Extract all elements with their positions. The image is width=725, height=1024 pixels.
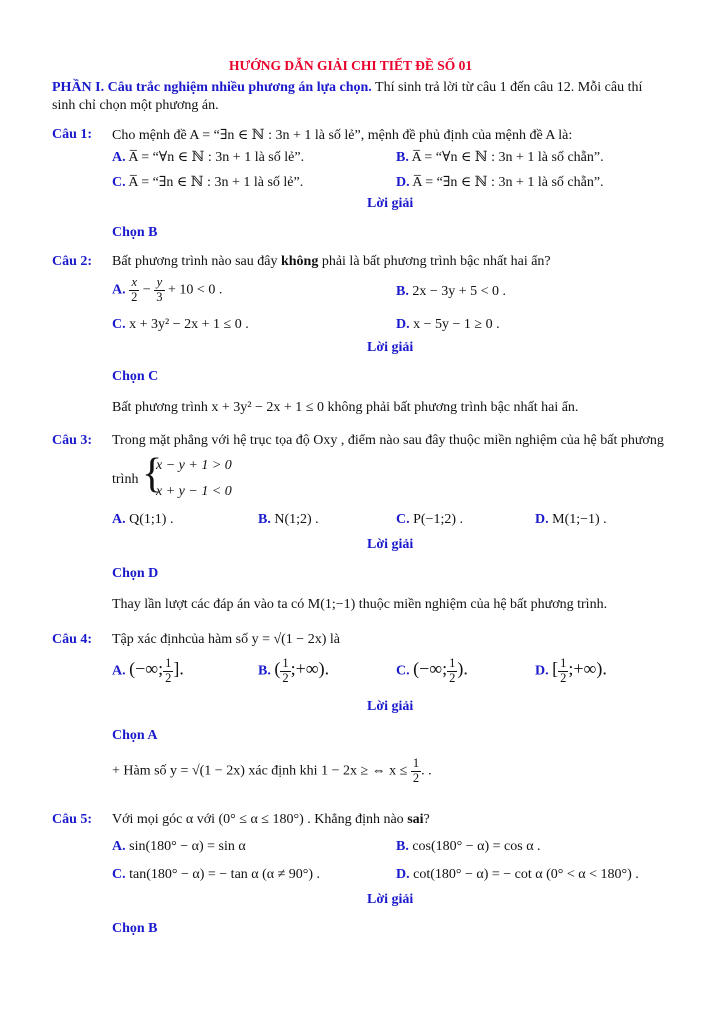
interval-open: (−∞; [413, 658, 448, 679]
option-c [396, 657, 468, 686]
solution-heading: Lời giải [367, 340, 414, 355]
option-text: A̅ = “∀n ∈ ℕ : 3n + 1 là số lẻ”. [128, 150, 305, 165]
option-label: D. [396, 317, 410, 332]
question-stem: Tập xác địnhcủa hàm số y = √(1 − 2x) là [112, 632, 340, 647]
stem-text: Bất phương trình nào sau đây [112, 254, 281, 269]
fraction [411, 757, 421, 786]
option-label: C. [112, 867, 126, 882]
minus: − [142, 282, 151, 298]
option-d [396, 174, 604, 191]
fraction [154, 276, 164, 305]
interval-close: ;+∞). [568, 658, 607, 679]
option-label: C. [112, 175, 126, 190]
stem-emphasis: không [280, 254, 319, 269]
option-b [258, 657, 329, 686]
solution-explanation [112, 757, 432, 786]
option-text: x − 5y − 1 ≥ 0 . [413, 317, 500, 332]
numerator: y [154, 276, 164, 291]
numerator: x [129, 276, 139, 291]
option-label: D. [535, 512, 549, 527]
document-title: HƯỚNG DẪN GIẢI CHI TIẾT ĐỀ SỐ 01 [229, 58, 473, 73]
option-label: B. [258, 663, 271, 679]
system-brace: { [142, 451, 163, 497]
question-number: Câu 4: [52, 632, 93, 647]
option-text: cos(180° − α) = cos α . [412, 839, 541, 854]
option-c [396, 512, 463, 528]
fraction [280, 657, 290, 686]
option-a [112, 512, 173, 528]
solution-heading: Lời giải [367, 196, 414, 211]
stem-emphasis: sai [407, 812, 424, 827]
denominator: 2 [131, 289, 138, 304]
option-label: C. [396, 512, 410, 527]
option-label: A. [112, 663, 126, 679]
numerator: 1 [282, 656, 289, 670]
option-text: cot(180° − α) = − cot α (0° < α < 180°) . [413, 867, 639, 882]
answer-choice: Chọn A [112, 728, 158, 743]
denominator: 2 [282, 670, 289, 685]
option-c [112, 174, 303, 191]
question-stem [112, 812, 430, 828]
option-b [396, 839, 541, 855]
fraction [129, 276, 139, 305]
option-text: N(1;2) . [274, 512, 319, 527]
solution-explanation: Thay lần lượt các đáp án vào ta có M(1;−1) thuộc miền nghiệm của hệ bất phương trình. [112, 597, 608, 612]
option-c [112, 317, 249, 333]
option-c [112, 867, 320, 883]
fraction [447, 657, 457, 686]
question-stem-cont: trình [112, 472, 139, 487]
option-label: B. [396, 284, 409, 299]
option-text: M(1;−1) . [552, 512, 607, 527]
question-number: Câu 2: [52, 254, 93, 269]
stem-text: ? [423, 812, 430, 827]
option-a [112, 657, 184, 686]
option-b [396, 284, 506, 300]
fraction [558, 657, 568, 686]
numerator: 1 [449, 656, 456, 670]
explain-text: + Hàm số y = √(1 − 2x) xác định khi 1 − 2x ≥ ⇔ x ≤ [112, 763, 408, 779]
option-text: A̅ = “∃n ∈ ℕ : 3n + 1 là số lẻ”. [128, 175, 304, 190]
option-text: + 10 < 0 . [168, 282, 223, 298]
question-stem: Cho mệnh đề A = “∃n ∈ ℕ : 3n + 1 là số lẻ”, mệnh đề phủ định của mệnh đề A là: [112, 128, 573, 143]
part-instructions-cont: sinh chỉ chọn một phương án. [52, 98, 219, 113]
solution-heading: Lời giải [367, 892, 414, 907]
option-text: 2x − 3y + 5 < 0 . [412, 284, 507, 299]
fraction [163, 657, 173, 686]
denominator: 3 [156, 289, 163, 304]
option-b [258, 512, 319, 528]
option-label: B. [396, 150, 409, 165]
option-label: A. [112, 839, 126, 854]
option-a [112, 276, 222, 305]
numerator: 1 [412, 756, 420, 770]
option-text: Q(1;1) . [129, 512, 174, 527]
denominator: 2 [560, 670, 567, 685]
denominator: 2 [449, 670, 456, 685]
option-text: P(−1;2) . [413, 512, 464, 527]
option-label: A. [112, 512, 126, 527]
option-text: A̅ = “∀n ∈ ℕ : 3n + 1 là số chẵn”. [411, 150, 604, 165]
solution-heading: Lời giải [367, 699, 414, 714]
numerator: 1 [560, 656, 567, 670]
option-a [112, 839, 246, 855]
question-stem: Trong mặt phẳng với hệ trục tọa độ Oxy , điểm nào sau đây thuộc miền nghiệm của hệ bất phương [112, 433, 664, 448]
option-label: B. [258, 512, 271, 527]
part-instructions: Thí sinh trả lời từ câu 1 đến câu 12. Mỗi câu thí [371, 80, 643, 95]
option-b [396, 149, 604, 166]
option-d [535, 657, 607, 686]
denominator: 2 [412, 770, 420, 785]
option-label: B. [396, 839, 409, 854]
system-line-1: x − y + 1 > 0 [156, 458, 232, 473]
solution-heading: Lời giải [367, 537, 414, 552]
option-text: x + 3y² − 2x + 1 ≤ 0 . [129, 317, 249, 332]
question-stem [112, 254, 551, 270]
option-label: D. [396, 175, 410, 190]
explain-text: . . [421, 763, 432, 779]
option-label: D. [396, 867, 410, 882]
answer-choice: Chọn D [112, 566, 159, 581]
interval-close: ;+∞). [290, 658, 330, 679]
answer-choice: Chọn B [112, 225, 158, 240]
numerator: 1 [165, 656, 172, 670]
part-label: PHẦN I. Câu trắc nghiệm nhiều phương án lựa chọn. [52, 80, 372, 95]
option-d [535, 512, 607, 528]
answer-choice: Chọn C [112, 369, 159, 384]
stem-text: phải là bất phương trình bậc nhất hai ẩn? [318, 254, 551, 269]
option-label: A. [112, 282, 126, 298]
stem-text: Với mọi góc α với (0° ≤ α ≤ 180°) . Khẳng định nào [112, 812, 408, 827]
option-d [396, 317, 500, 333]
interval-open: [ [552, 658, 559, 679]
option-label: C. [112, 317, 126, 332]
part-header [52, 80, 642, 96]
question-number: Câu 3: [52, 433, 93, 448]
interval-open: (−∞; [129, 658, 164, 679]
option-text: A̅ = “∃n ∈ ℕ : 3n + 1 là số chẵn”. [412, 175, 604, 190]
denominator: 2 [165, 670, 172, 685]
interval-open: ( [274, 658, 281, 679]
answer-choice: Chọn B [112, 921, 158, 936]
option-text: sin(180° − α) = sin α [129, 839, 246, 854]
interval-close: ). [457, 658, 468, 679]
option-a [112, 149, 304, 166]
option-label: C. [396, 663, 410, 679]
question-number: Câu 5: [52, 812, 93, 827]
question-number: Câu 1: [52, 127, 93, 142]
solution-explanation: Bất phương trình x + 3y² − 2x + 1 ≤ 0 không phải bất phương trình bậc nhất hai ẩn. [112, 400, 579, 415]
option-d [396, 867, 639, 883]
option-label: D. [535, 663, 549, 679]
option-text: tan(180° − α) = − tan α (α ≠ 90°) . [129, 867, 321, 882]
option-label: A. [112, 150, 126, 165]
interval-close: ]. [173, 658, 184, 679]
system-line-2: x + y − 1 < 0 [156, 484, 232, 499]
